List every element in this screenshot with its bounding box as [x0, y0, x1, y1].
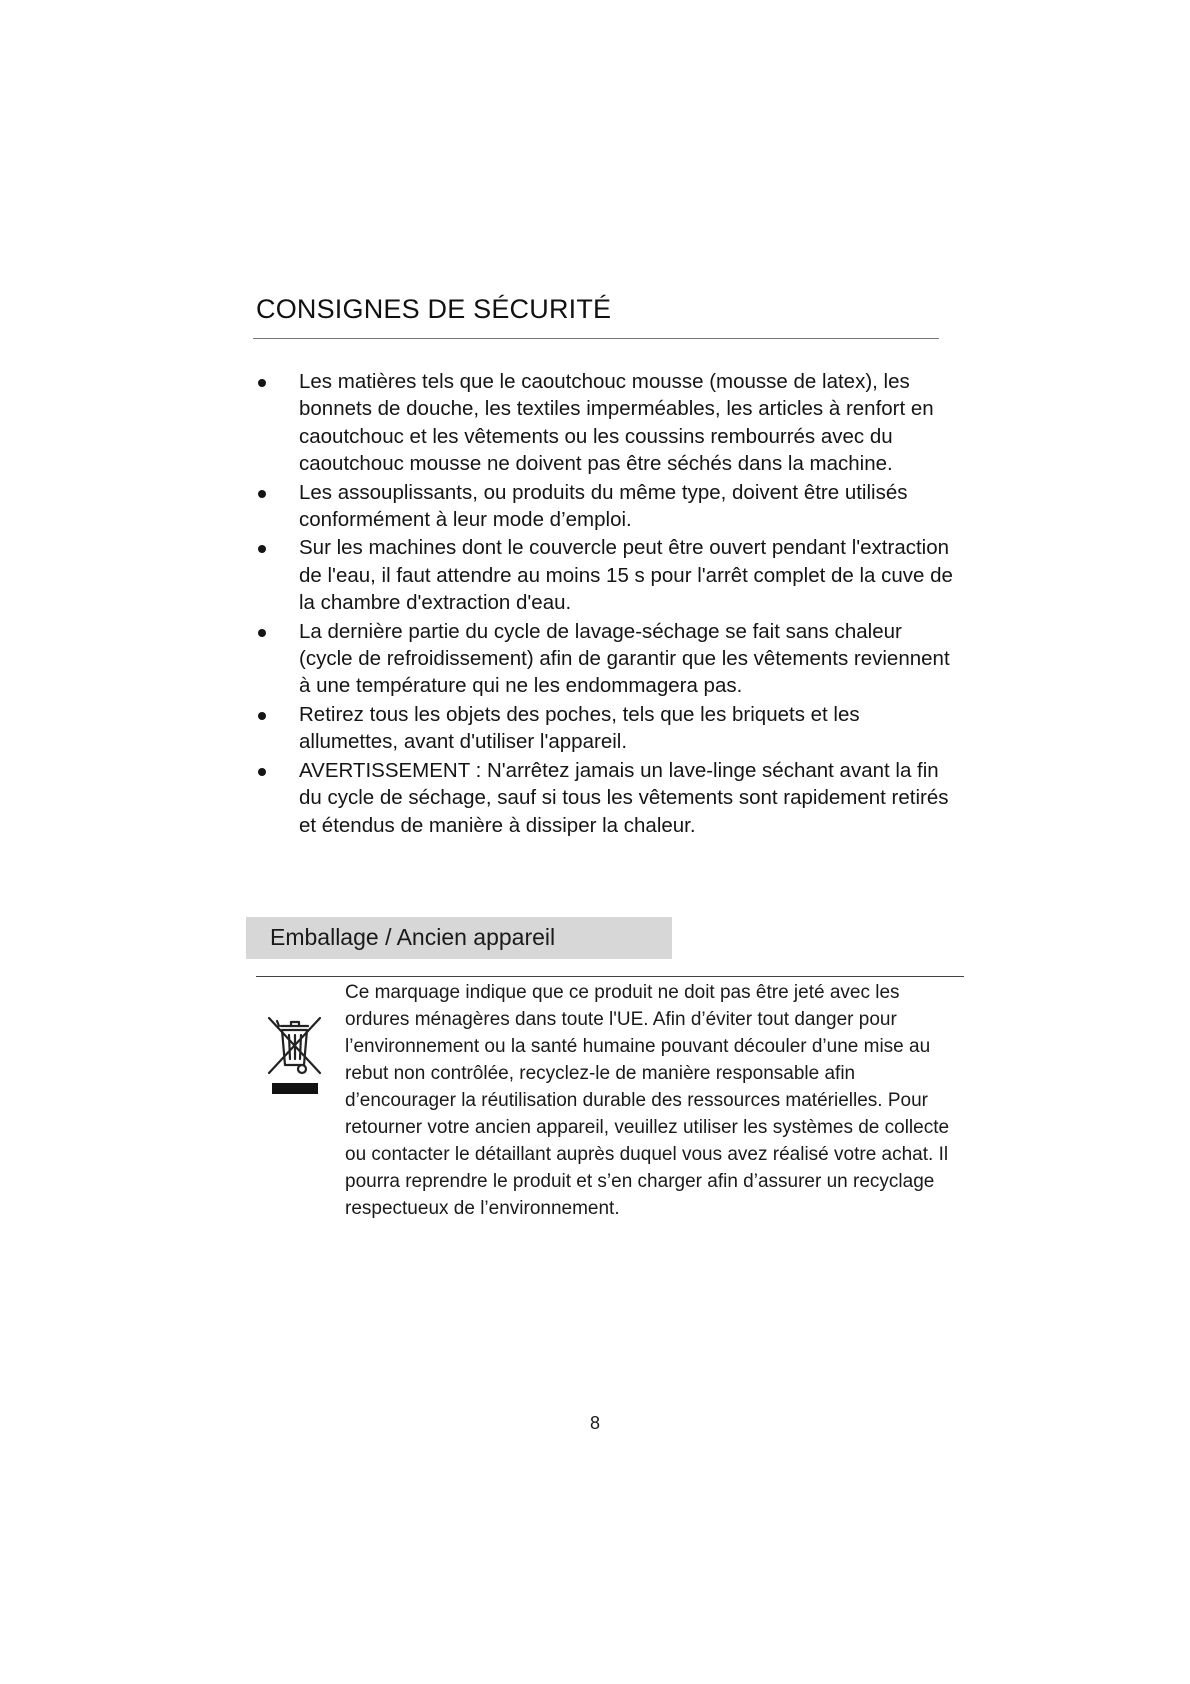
- title-divider: [253, 338, 939, 339]
- page-number: 8: [589, 1413, 600, 1433]
- list-item: [256, 479, 956, 534]
- bullet-icon: [258, 712, 266, 720]
- list-item: [256, 534, 956, 616]
- list-item-text: Les assouplissants, ou produits du même type, doivent être utilisés conformément à leur mode d’emploi.: [299, 480, 908, 532]
- list-item: [256, 701, 956, 756]
- list-item-text: La dernière partie du cycle de lavage-séchage se fait sans chaleur (cycle de refroidissement) afin de garantir que les vêtements reviennent à une température qui ne les endommagera pas.: [299, 619, 950, 698]
- safety-list: [256, 368, 956, 840]
- recycling-notice: Ce marquage indique que ce produit ne doit pas être jeté avec les ordures ménagères dans toute l'UE. Afin d’éviter tout danger pour l’environnement ou la santé humaine pouvant découler d’une mise au rebut non contrôlée, recyclez-le de manière responsable afin d’encourager la réutilisation durable des ressources matérielles. Pour retourner votre ancien appareil, veuillez utiliser les systèmes de collecte ou contacter le détaillant auprès duquel vous avez réalisé votre achat. Il pourra reprendre le produit et s’en charger afin d’assurer un recyclage respectueux de l’environnement.: [345, 982, 950, 1219]
- crossed-out-wheelie-bin-icon: [266, 1013, 324, 1097]
- bullet-icon: [258, 629, 266, 637]
- section-header-packaging: [246, 917, 672, 959]
- section-title: Emballage / Ancien appareil: [270, 924, 556, 950]
- list-item-text: Les matières tels que le caoutchouc mousse (mousse de latex), les bonnets de douche, les textiles imperméables, les articles à renfort en caoutchouc et les vêtements ou les coussins rembourrés avec du caoutchouc mousse ne doivent pas être séchés dans la machine.: [299, 370, 934, 476]
- section-divider: [256, 976, 964, 977]
- bullet-icon: [258, 490, 266, 498]
- list-item-text: AVERTISSEMENT : N'arrêtez jamais un lave-linge séchant avant la fin du cycle de séchage, sauf si tous les vêtements sont rapidement retirés et étendus de manière à dissiper la chaleur.: [299, 758, 949, 837]
- page-title: CONSIGNES DE SÉCURITÉ: [256, 294, 612, 324]
- bullet-icon: [258, 545, 266, 553]
- bullet-icon: [258, 768, 266, 776]
- list-item: [256, 368, 956, 478]
- list-item-text: Retirez tous les objets des poches, tels que les briquets et les allumettes, avant d'utiliser l'appareil.: [299, 702, 860, 754]
- list-item: [256, 618, 956, 700]
- list-item: [256, 757, 956, 839]
- list-item-text: Sur les machines dont le couvercle peut être ouvert pendant l'extraction de l'eau, il faut attendre au moins 15 s pour l'arrêt complet de la cuve de la chambre d'extraction d'eau.: [299, 536, 953, 615]
- bullet-icon: [258, 379, 266, 387]
